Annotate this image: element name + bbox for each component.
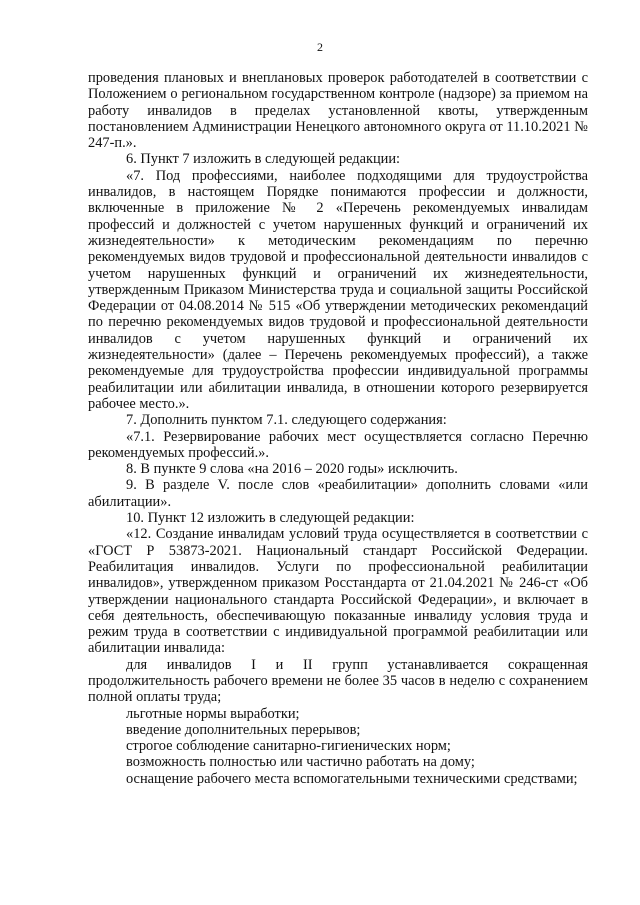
paragraph-point-7-1-text: «7.1. Резервирование рабочих мест осуществляется согласно Перечню рекомендуемых профессий.». [88, 428, 588, 461]
paragraph-remote-work: возможность полностью или частично работать на дому; [126, 754, 475, 771]
paragraph-inspections-continuation: проведения плановых и внеплановых проверок работодателей в соответствии с Положением о региональном государственном контроле (надзоре) за приемом на работу инвалидов в пределах установленной квоты, утвержденным постановлением Администрации Ненецкого автономного округа от 11.10.2021 № 247-п.». [88, 70, 588, 152]
document-body [88, 70, 588, 787]
paragraph-point-12-text: «12. Создание инвалидам условий труда осуществляется в соответствии с «ГОСТ Р 53873-2021. Национальный стандарт Российской Федерации. Реабилитация инвалидов. Услуги по профессиональной реабилитации инвалидов», утвержденном приказом Росстандарта от 21.04.2021 № 246-ст «Об утверждении национального стандарта Российской Федерации», и включает в себя деятельность, обеспечивающую показанные инвалиду условия труда и режим труда в соответствии с индивидуальной программой реабилитации или абилитации инвалида: [88, 526, 588, 657]
paragraph-technical-equipment: оснащение рабочего места вспомогательными техническими средствами; [126, 770, 578, 787]
paragraph-item-6: 6. Пункт 7 изложить в следующей редакции: [126, 151, 401, 168]
paragraph-item-8: 8. В пункте 9 слова «на 2016 – 2020 годы» исключить. [126, 461, 458, 478]
page-number: 2 [317, 40, 323, 54]
paragraph-sanitary-norms: строгое соблюдение санитарно-гигиенических норм; [126, 738, 451, 755]
paragraph-extra-breaks: введение дополнительных перерывов; [126, 721, 361, 738]
paragraph-reduced-hours: для инвалидов I и II групп устанавливается сокращенная продолжительность рабочего времени не более 35 часов в неделю с сохранением полной оплаты труда; [88, 656, 588, 706]
paragraph-point-7-text: «7. Под профессиями, наиболее подходящими для трудоустройства инвалидов, в настоящем Порядке понимаются профессии и должности, включенные в приложение № 2 «Перечень рекомендуемых инвалидам профессий и должностей с учетом нарушенных функций и ограничений их жизнедеятельности» к методическим рекомендациям по перечню рекомендуемых видов трудовой и профессиональной деятельности инвалидов с учетом нарушенных функций и ограничений их жизнедеятельности, утвержденным Приказом Министерства труда и социальной защиты Российской Федерации от 04.08.2014 № 515 «Об утверждении методических рекомендаций по перечню рекомендуемых видов трудовой и профессиональной деятельности инвалидов с учетом нарушенных функций и ограничений их жизнедеятельности» (далее – Перечень рекомендуемых профессий), а также рекомендуемые для трудоустройства профессии индивидуальной программы реабилитации или абилитации инвалида, в отношении которого резервируется рабочее место.». [88, 167, 588, 412]
paragraph-item-9: 9. В разделе V. после слов «реабилитации» дополнить словами «или абилитации». [88, 477, 588, 510]
paragraph-output-norms: льготные нормы выработки; [126, 705, 300, 722]
paragraph-item-10: 10. Пункт 12 изложить в следующей редакции: [126, 510, 415, 527]
paragraph-item-7: 7. Дополнить пунктом 7.1. следующего содержания: [126, 412, 447, 429]
